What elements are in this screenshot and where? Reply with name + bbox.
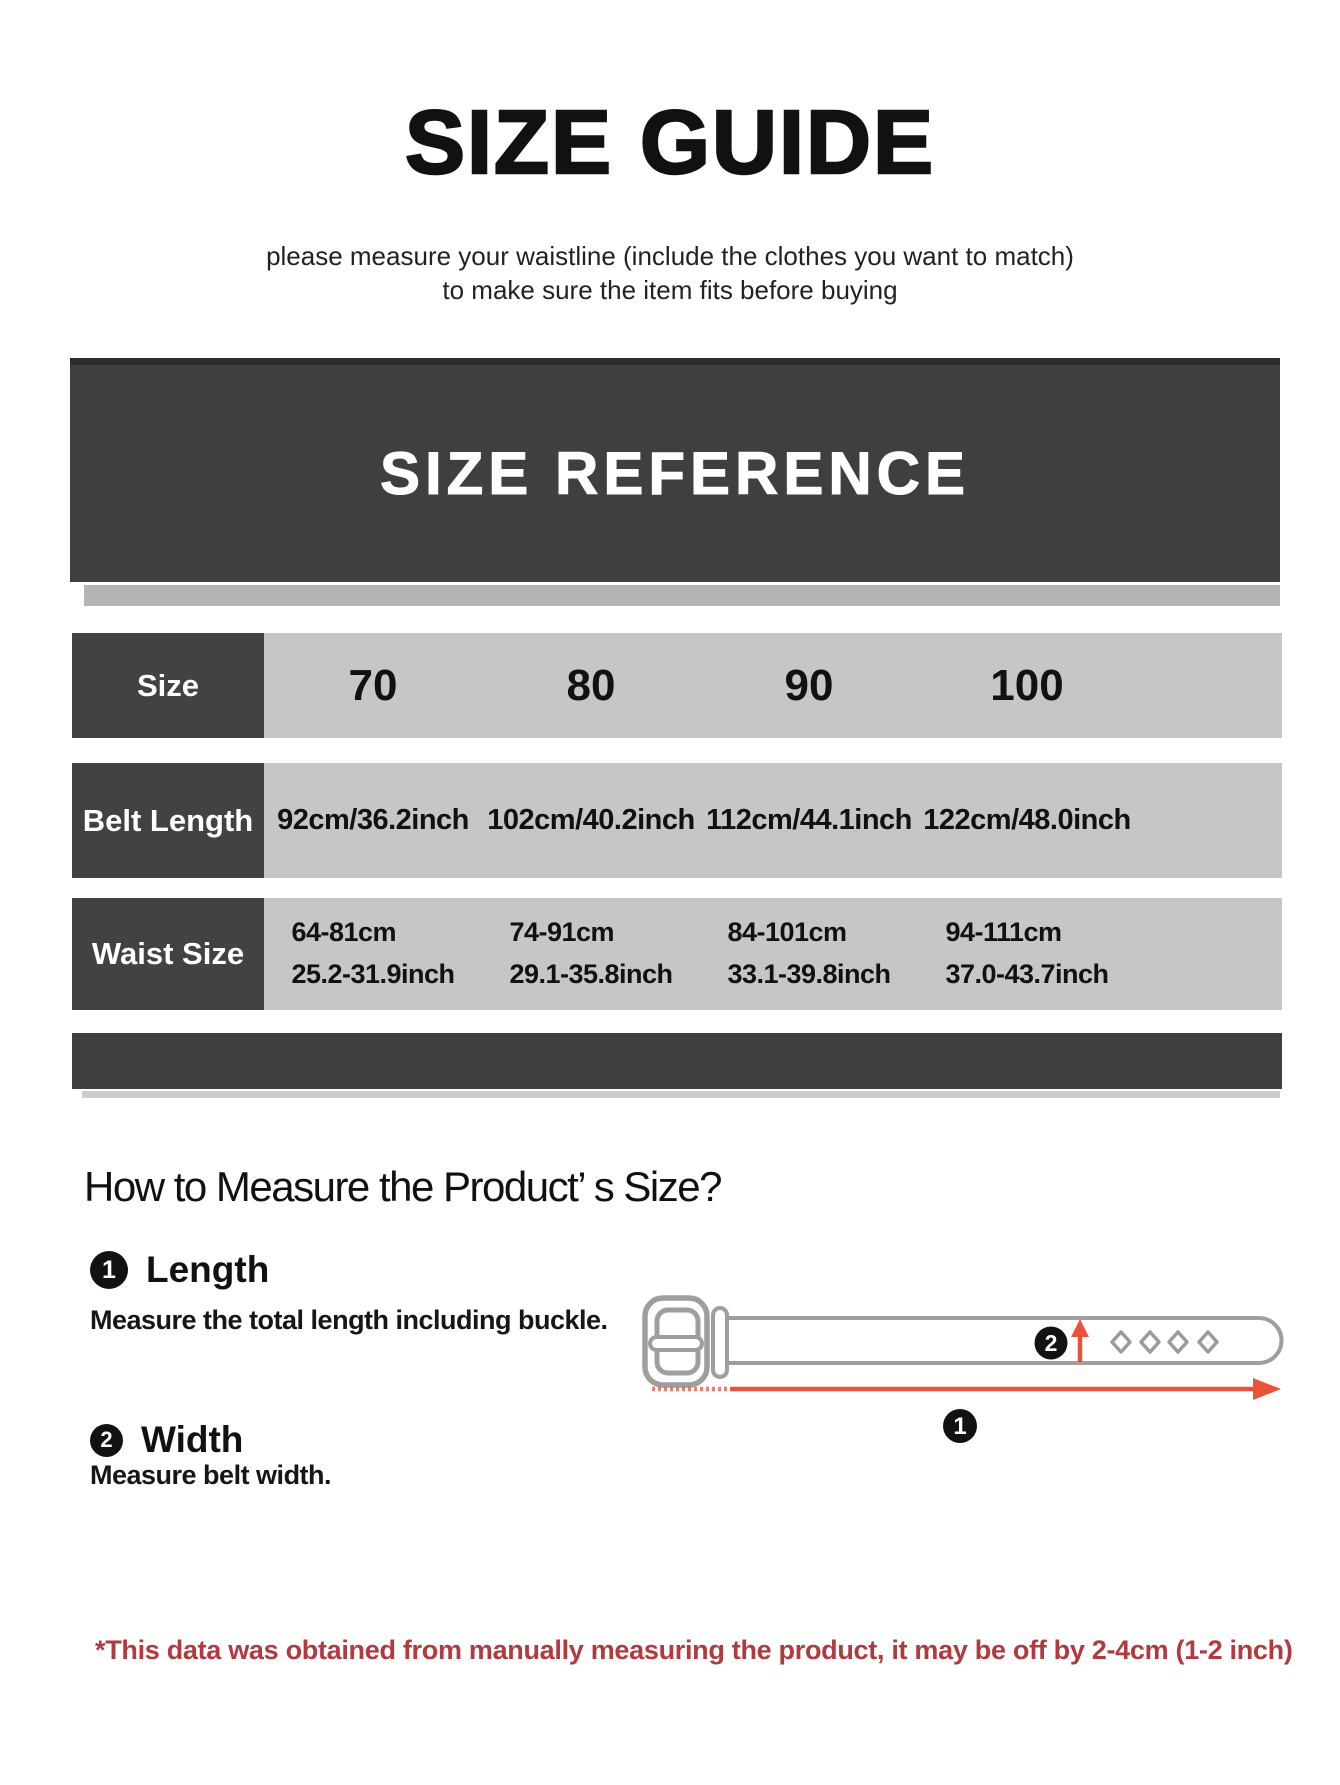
waist-size-value [291,912,454,996]
step-length [90,1249,269,1291]
table-row-size [72,633,1282,738]
width-marker-badge [1035,1327,1068,1360]
belt-length-value: 112cm/44.1inch [706,804,912,836]
waist-cm: 94-111cm [945,917,1062,948]
page-title: SIZE GUIDE [404,93,936,193]
step-1-badge-icon: 1 [90,1251,128,1289]
svg-text:1: 1 [953,1413,967,1440]
size-values [264,633,1282,738]
belt-length-value: 102cm/40.2inch [487,804,695,836]
belt-buckle-icon [645,1298,727,1385]
waist-inch: 37.0-43.7inch [945,959,1109,989]
size-value: 90 [784,660,834,710]
step-width-title: Width [141,1419,244,1460]
svg-text:2: 2 [1044,1330,1058,1356]
belt-length-values [264,763,1282,878]
subtitle-line-2: to make sure the item fits before buying [442,274,898,305]
waist-size-value [945,912,1108,996]
row-label-waist-size: Waist Size [72,898,264,1010]
belt-length-value: 122cm/48.0inch [923,804,1131,836]
row-label-belt-length: Belt Length [72,763,264,878]
table-row-waist-size [72,898,1282,1010]
size-reference-title: SIZE REFERENCE [379,440,971,507]
size-value: 80 [566,660,616,710]
subtitle-line-1: please measure your waistline (include the clothes you want to match) [266,241,1074,271]
size-value: 70 [348,660,398,710]
footnote-text: *This data was obtained from manually measuring the product, it may be off by 2-4cm (1-2 inch) [95,1635,1293,1665]
size-reference-banner [70,358,1280,582]
step-2-badge-icon: 2 [90,1424,123,1457]
step-width [90,1419,243,1461]
table-bottom-bar [72,1033,1282,1089]
waist-cm: 64-81cm [291,917,397,948]
belt-length-value: 92cm/36.2inch [277,804,469,836]
table-bottom-strip [82,1091,1280,1098]
belt-diagram [630,1290,1300,1455]
page-subtitle [0,240,1340,308]
waist-inch: 25.2-31.9inch [291,959,455,989]
waist-inch: 33.1-39.8inch [727,959,891,989]
step-width-description: Measure belt width. [90,1460,332,1490]
banner-bottom-strip [84,585,1280,606]
waist-size-value [727,912,890,996]
step-length-title: Length [146,1249,270,1290]
table-row-belt-length [72,763,1282,878]
size-value: 100 [990,660,1064,710]
waist-size-values [264,898,1282,1010]
step-length-description: Measure the total length including buckle. [90,1305,608,1335]
waist-inch: 29.1-35.8inch [509,959,673,989]
length-arrow-icon [652,1378,1281,1400]
waist-size-value [509,912,672,996]
waist-cm: 84-101cm [727,917,847,948]
length-marker-badge [943,1409,977,1443]
waist-cm: 74-91cm [509,917,615,948]
row-label-size: Size [72,633,264,738]
how-to-measure-heading: How to Measure the Product’ s Size? [84,1163,721,1210]
